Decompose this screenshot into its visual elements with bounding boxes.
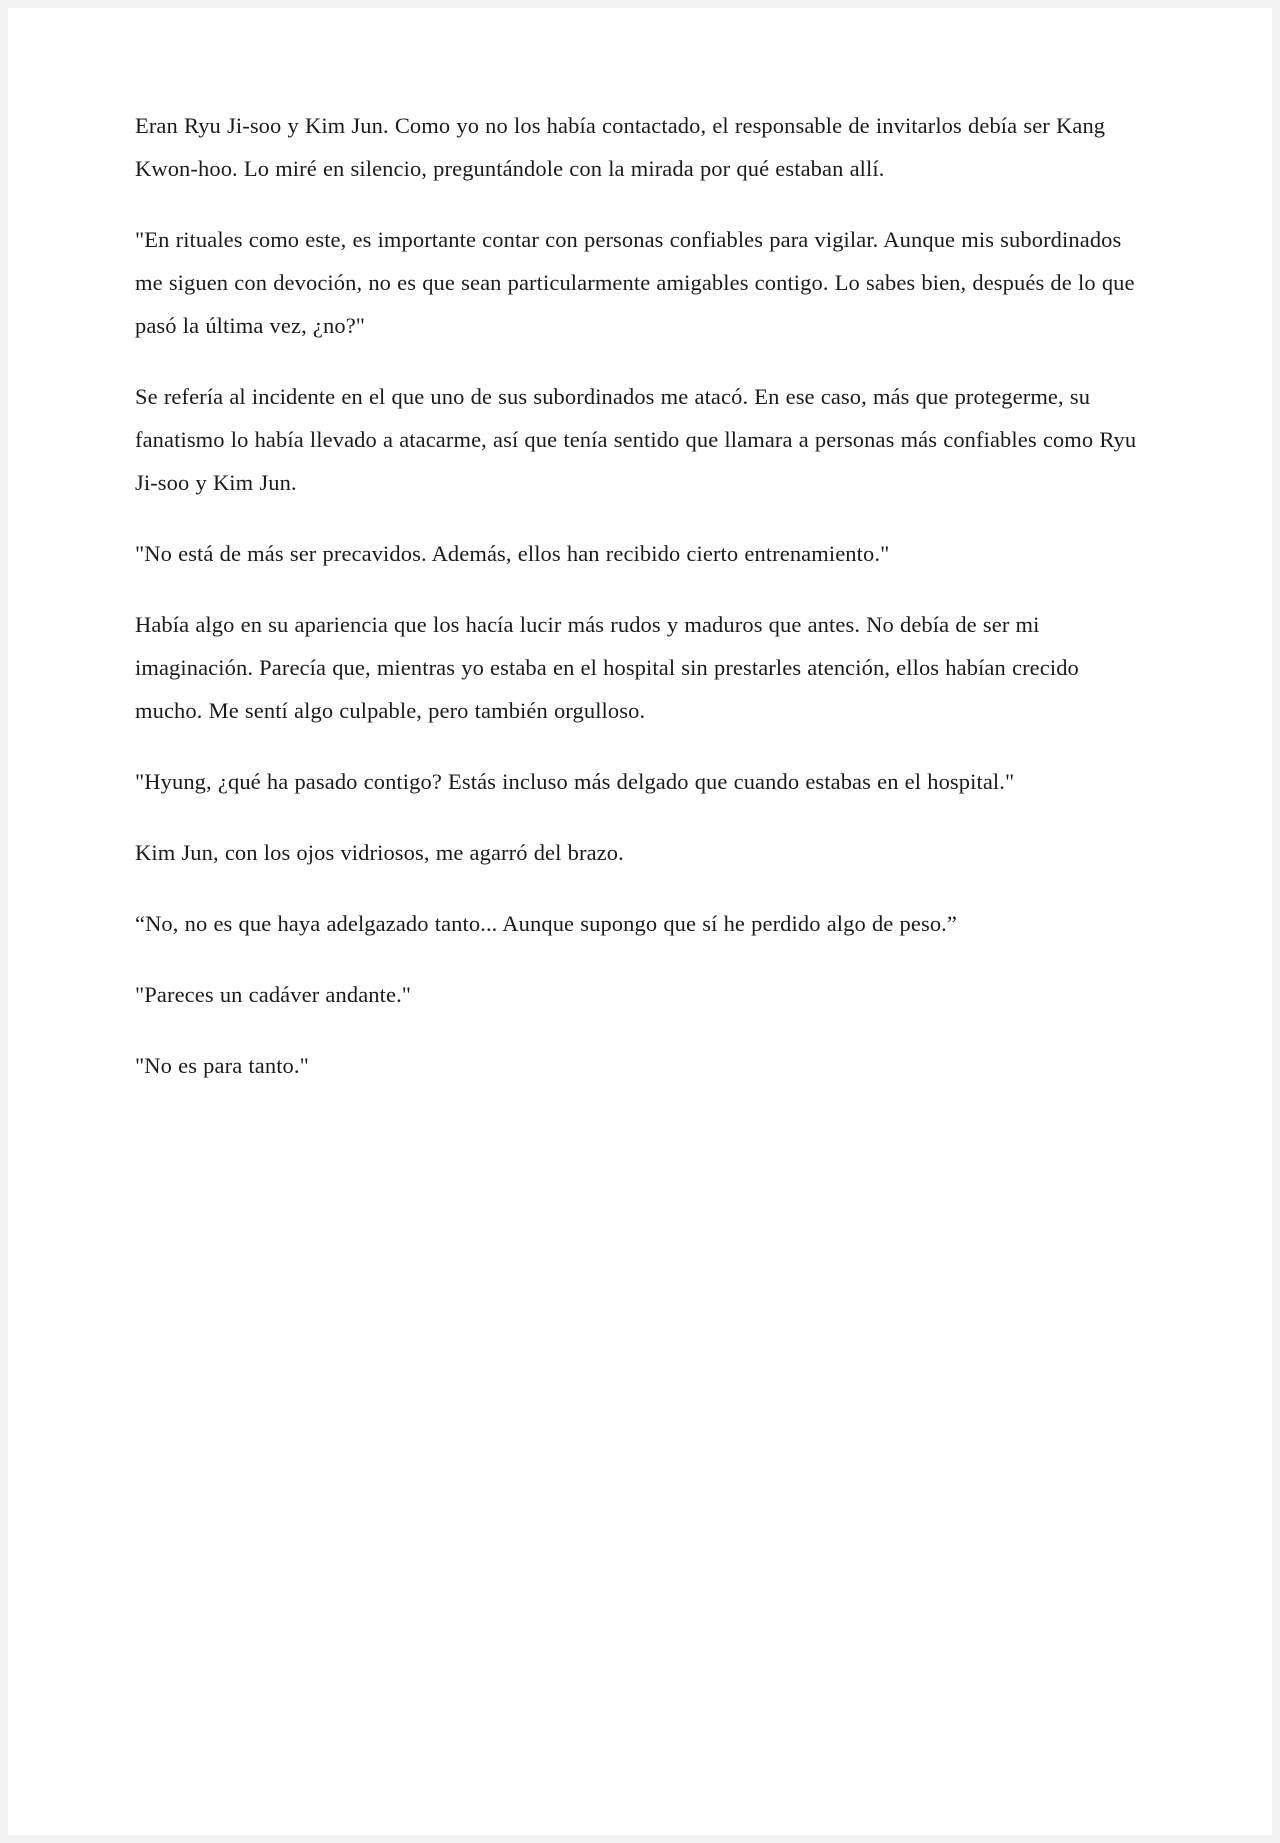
paragraph: "En rituales como este, es importante contar con personas confiables para vigilar. Aunque mis subordinados me siguen con devoción, no es que sean particularmente amigables contigo. Lo sabes bien, después de lo que pasó la última vez, ¿no?": [135, 227, 1135, 338]
paragraph: "No está de más ser precavidos. Además, ellos han recibido cierto entrenamiento.": [135, 541, 890, 566]
paragraph: “No, no es que haya adelgazado tanto... Aunque supongo que sí he perdido algo de peso.”: [135, 911, 957, 936]
document-text-body: [135, 104, 1145, 1087]
paragraph: Eran Ryu Ji-soo y Kim Jun. Como yo no los había contactado, el responsable de invitarlos debía ser Kang Kwon-hoo. Lo miré en silencio, preguntándole con la mirada por qué estaban allí.: [135, 113, 1106, 181]
paragraph: Se refería al incidente en el que uno de sus subordinados me atacó. En ese caso, más que protegerme, su fanatismo lo había llevado a atacarme, así que tenía sentido que llamara a personas más confiables como Ryu Ji-soo y Kim Jun.: [135, 384, 1137, 495]
document-page: [8, 8, 1272, 1835]
paragraph: "Pareces un cadáver andante.": [135, 982, 412, 1007]
paragraph: "Hyung, ¿qué ha pasado contigo? Estás incluso más delgado que cuando estabas en el hospital.": [135, 769, 1015, 794]
paragraph: Había algo en su apariencia que los hacía lucir más rudos y maduros que antes. No debía de ser mi imaginación. Parecía que, mientras yo estaba en el hospital sin prestarles atención, ellos habían crecido mucho. Me sentí algo culpable, pero también orgulloso.: [135, 612, 1079, 723]
paragraph: "No es para tanto.": [135, 1053, 309, 1078]
paragraph: Kim Jun, con los ojos vidriosos, me agarró del brazo.: [135, 840, 624, 865]
